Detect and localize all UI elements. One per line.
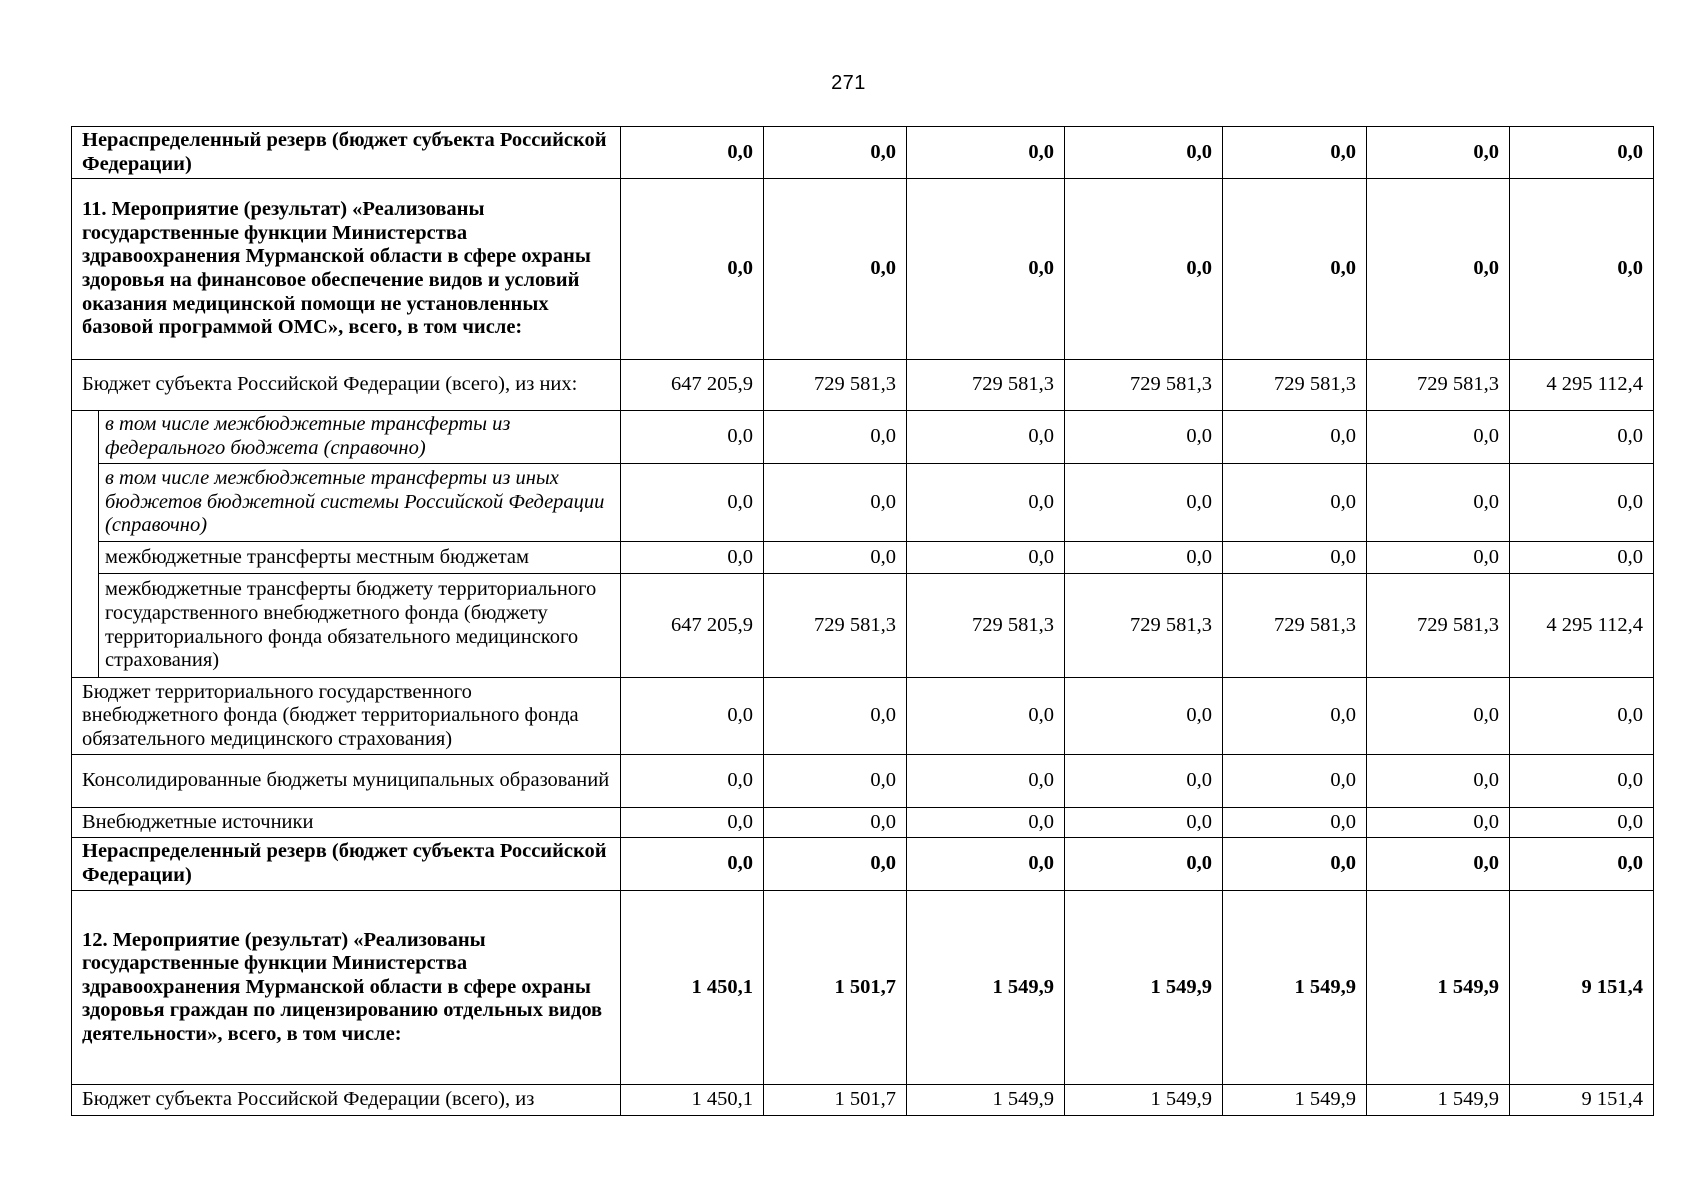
value-cell: 0,0 (907, 755, 1065, 808)
value-cell: 729 581,3 (1223, 360, 1367, 411)
value-cell: 0,0 (621, 411, 764, 464)
value-cell: 729 581,3 (907, 574, 1065, 678)
value-cell: 4 295 112,4 (1510, 574, 1654, 678)
value-cell: 0,0 (1367, 127, 1510, 179)
table-row (72, 127, 1654, 179)
value-cell: 729 581,3 (1367, 360, 1510, 411)
value-cell: 729 581,3 (1367, 574, 1510, 678)
row-label: межбюджетные трансферты бюджету территориального государственного внебюджетного фонда (бюджету территориального фонда обязательного медицинского страхования) (99, 574, 621, 678)
value-cell: 0,0 (907, 678, 1065, 755)
value-cell: 0,0 (1367, 411, 1510, 464)
value-cell: 0,0 (621, 127, 764, 179)
table-row (72, 360, 1654, 411)
value-cell: 1 501,7 (764, 891, 907, 1085)
row-label: Бюджет территориального государственного внебюджетного фонда (бюджет территориального фонда обязательного медицинского страхования) (72, 678, 621, 755)
row-label: Бюджет субъекта Российской Федерации (всего), из них: (72, 360, 621, 411)
table-row (72, 678, 1654, 755)
value-cell: 0,0 (621, 464, 764, 542)
value-cell: 0,0 (907, 127, 1065, 179)
value-cell: 1 549,9 (907, 1085, 1065, 1116)
value-cell: 0,0 (764, 678, 907, 755)
value-cell: 0,0 (907, 838, 1065, 891)
value-cell: 0,0 (1223, 678, 1367, 755)
value-cell: 0,0 (1065, 464, 1223, 542)
value-cell: 1 549,9 (1223, 891, 1367, 1085)
value-cell: 647 205,9 (621, 360, 764, 411)
value-cell: 0,0 (907, 411, 1065, 464)
value-cell: 729 581,3 (1223, 574, 1367, 678)
row-label: Нераспределенный резерв (бюджет субъекта Российской Федерации) (72, 838, 621, 891)
row-label: Бюджет субъекта Российской Федерации (всего), из (72, 1085, 621, 1116)
table-row (72, 411, 1654, 464)
value-cell: 9 151,4 (1510, 891, 1654, 1085)
value-cell: 0,0 (764, 464, 907, 542)
value-cell: 0,0 (764, 127, 907, 179)
value-cell: 0,0 (1510, 678, 1654, 755)
value-cell: 0,0 (1367, 755, 1510, 808)
row-label: в том числе межбюджетные трансферты из федерального бюджета (справочно) (99, 411, 621, 464)
row-label: межбюджетные трансферты местным бюджетам (99, 542, 621, 574)
value-cell: 0,0 (1510, 542, 1654, 574)
value-cell: 729 581,3 (907, 360, 1065, 411)
value-cell: 0,0 (1367, 678, 1510, 755)
row-label: Нераспределенный резерв (бюджет субъекта Российской Федерации) (72, 127, 621, 179)
value-cell: 0,0 (621, 179, 764, 360)
budget-table (71, 126, 1654, 1116)
page-number: 271 (831, 72, 866, 94)
value-cell: 0,0 (1510, 127, 1654, 179)
value-cell: 0,0 (1223, 179, 1367, 360)
value-cell: 0,0 (1065, 179, 1223, 360)
value-cell: 0,0 (1510, 411, 1654, 464)
value-cell: 4 295 112,4 (1510, 360, 1654, 411)
table-body (72, 127, 1654, 1116)
value-cell: 0,0 (1223, 464, 1367, 542)
value-cell: 0,0 (907, 542, 1065, 574)
value-cell: 647 205,9 (621, 574, 764, 678)
row-label: Консолидированные бюджеты муниципальных образований (72, 755, 621, 808)
value-cell: 0,0 (907, 179, 1065, 360)
value-cell: 729 581,3 (764, 360, 907, 411)
indent-cell (72, 542, 99, 574)
table-row (72, 574, 1654, 678)
value-cell: 0,0 (1367, 542, 1510, 574)
value-cell: 0,0 (1223, 755, 1367, 808)
value-cell: 0,0 (1065, 755, 1223, 808)
value-cell: 0,0 (1367, 838, 1510, 891)
table-row (72, 838, 1654, 891)
value-cell: 0,0 (1367, 808, 1510, 838)
value-cell: 0,0 (1510, 838, 1654, 891)
value-cell: 0,0 (1223, 542, 1367, 574)
value-cell: 1 549,9 (1367, 1085, 1510, 1116)
value-cell: 0,0 (1367, 179, 1510, 360)
value-cell: 0,0 (764, 808, 907, 838)
value-cell: 729 581,3 (1065, 360, 1223, 411)
table-row (72, 891, 1654, 1085)
value-cell: 1 549,9 (1065, 1085, 1223, 1116)
row-label: 11. Мероприятие (результат) «Реализованы государственные функции Министерства здравоохранения Мурманской области в сфере охраны здоровья на финансовое обеспечение видов и условий оказания медицинской помощи не установленных базовой программой ОМС», всего, в том числе: (72, 179, 621, 360)
value-cell: 0,0 (1065, 542, 1223, 574)
value-cell: 0,0 (1510, 179, 1654, 360)
value-cell: 0,0 (764, 838, 907, 891)
value-cell: 1 549,9 (1065, 891, 1223, 1085)
value-cell: 1 450,1 (621, 1085, 764, 1116)
value-cell: 0,0 (1223, 838, 1367, 891)
value-cell: 1 549,9 (1223, 1085, 1367, 1116)
value-cell: 0,0 (1065, 838, 1223, 891)
value-cell: 0,0 (621, 678, 764, 755)
value-cell: 0,0 (764, 755, 907, 808)
indent-cell (72, 411, 99, 464)
value-cell: 0,0 (1223, 127, 1367, 179)
value-cell: 0,0 (764, 179, 907, 360)
value-cell: 0,0 (1065, 808, 1223, 838)
value-cell: 1 450,1 (621, 891, 764, 1085)
value-cell: 0,0 (1510, 464, 1654, 542)
value-cell: 0,0 (764, 542, 907, 574)
table-row (72, 808, 1654, 838)
table-row (72, 1085, 1654, 1116)
value-cell: 0,0 (1065, 411, 1223, 464)
value-cell: 729 581,3 (1065, 574, 1223, 678)
value-cell: 729 581,3 (764, 574, 907, 678)
table-row (72, 464, 1654, 542)
value-cell: 1 549,9 (907, 891, 1065, 1085)
value-cell: 0,0 (1223, 808, 1367, 838)
row-label: 12. Мероприятие (результат) «Реализованы государственные функции Министерства здравоохранения Мурманской области в сфере охраны здоровья граждан по лицензированию отдельных видов деятельности», всего, в том числе: (72, 891, 621, 1085)
row-label: в том числе межбюджетные трансферты из иных бюджетов бюджетной системы Российской Федерации (справочно) (99, 464, 621, 542)
value-cell: 9 151,4 (1510, 1085, 1654, 1116)
value-cell: 0,0 (1065, 678, 1223, 755)
value-cell: 0,0 (907, 464, 1065, 542)
value-cell: 0,0 (1510, 808, 1654, 838)
table-row (72, 179, 1654, 360)
value-cell: 0,0 (1223, 411, 1367, 464)
row-label: Внебюджетные источники (72, 808, 621, 838)
value-cell: 0,0 (621, 755, 764, 808)
value-cell: 0,0 (621, 808, 764, 838)
value-cell: 0,0 (621, 542, 764, 574)
value-cell: 0,0 (907, 808, 1065, 838)
value-cell: 1 501,7 (764, 1085, 907, 1116)
value-cell: 0,0 (1510, 755, 1654, 808)
indent-cell (72, 574, 99, 678)
value-cell: 0,0 (1367, 464, 1510, 542)
value-cell: 0,0 (1065, 127, 1223, 179)
value-cell: 0,0 (621, 838, 764, 891)
table-row (72, 755, 1654, 808)
indent-cell (72, 464, 99, 542)
value-cell: 1 549,9 (1367, 891, 1510, 1085)
value-cell: 0,0 (764, 411, 907, 464)
table-row (72, 542, 1654, 574)
